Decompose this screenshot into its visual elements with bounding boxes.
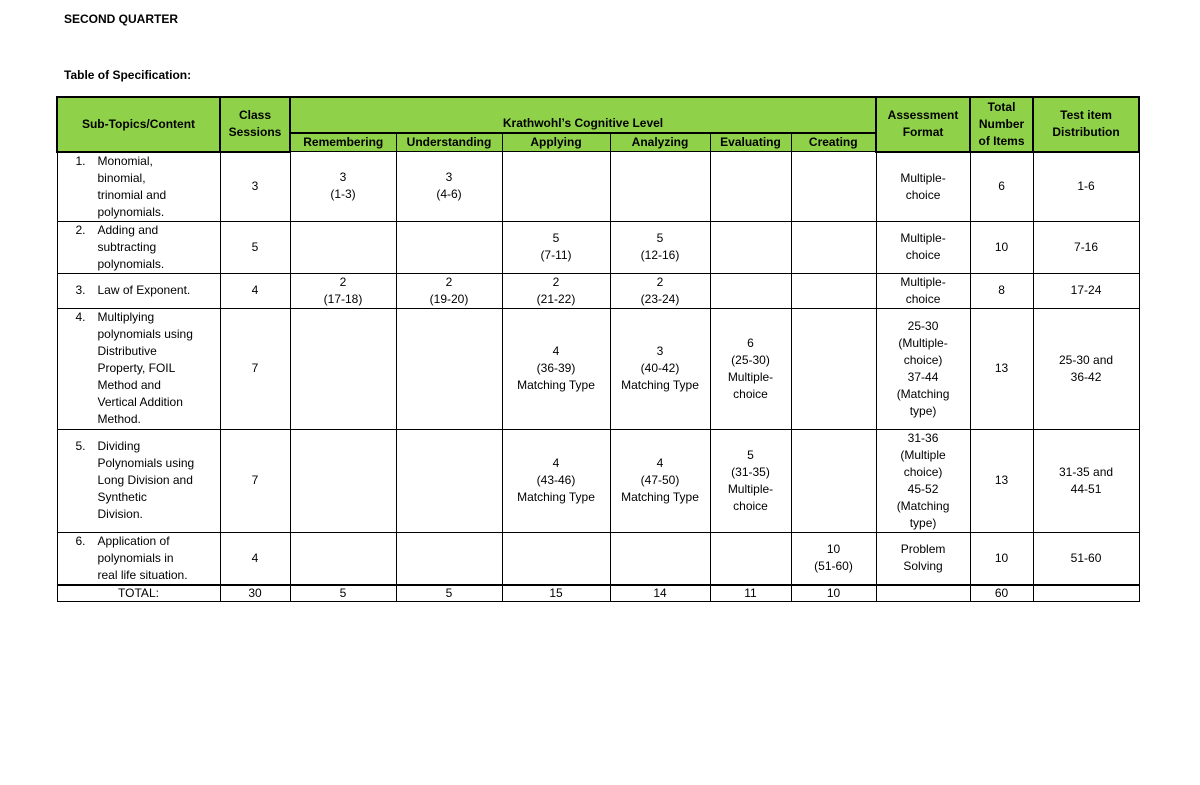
creating-cell xyxy=(791,308,876,429)
format-cell: Problem Solving xyxy=(876,532,970,585)
totals-sessions: 30 xyxy=(220,585,290,602)
topic-number: 3. xyxy=(75,283,86,297)
topic-cell xyxy=(57,532,220,585)
creating-cell: 10 (51-60) xyxy=(791,532,876,585)
applying-cell xyxy=(502,532,610,585)
table-row xyxy=(57,429,1139,532)
totals-label: TOTAL: xyxy=(57,585,220,602)
distribution-cell: 1-6 xyxy=(1033,152,1139,222)
total-cell: 6 xyxy=(970,152,1033,222)
header-sub-topics: Sub-Topics/Content xyxy=(57,97,220,152)
applying-cell xyxy=(502,152,610,222)
distribution-cell: 25-30 and 36-42 xyxy=(1033,308,1139,429)
topic-cell xyxy=(57,221,220,273)
remembering-cell: 3 (1-3) xyxy=(290,152,396,222)
topic-text: Monomial, binomial, trinomial and polynomials. xyxy=(97,153,167,219)
evaluating-cell xyxy=(710,152,791,222)
analyzing-cell xyxy=(610,152,710,222)
topic-number: 4. xyxy=(75,310,86,324)
table-row xyxy=(57,221,1139,273)
analyzing-cell: 3 (40-42) Matching Type xyxy=(610,308,710,429)
applying-cell: 2 (21-22) xyxy=(502,273,610,308)
topic-text: Dividing Polynomials using Long Division and Synthetic Division. xyxy=(97,439,195,521)
totals-remembering: 5 xyxy=(290,585,396,602)
evaluating-cell xyxy=(710,273,791,308)
creating-cell xyxy=(791,273,876,308)
analyzing-cell xyxy=(610,532,710,585)
table-row xyxy=(57,308,1139,429)
totals-row xyxy=(57,585,1139,602)
total-cell: 10 xyxy=(970,221,1033,273)
sessions-cell: 7 xyxy=(220,429,290,532)
header-distribution: Test item Distribution xyxy=(1033,97,1139,152)
topic-number: 5. xyxy=(75,439,86,453)
distribution-cell: 7-16 xyxy=(1033,221,1139,273)
header-class-sessions: Class Sessions xyxy=(220,97,290,152)
analyzing-cell: 2 (23-24) xyxy=(610,273,710,308)
sessions-cell: 4 xyxy=(220,532,290,585)
topic-number: 6. xyxy=(75,533,86,548)
totals-understanding: 5 xyxy=(396,585,502,602)
specification-table xyxy=(56,96,1140,602)
distribution-cell: 51-60 xyxy=(1033,532,1139,585)
totals-format xyxy=(876,585,970,602)
creating-cell xyxy=(791,429,876,532)
header-creating: Creating xyxy=(791,133,876,152)
header-analyzing: Analyzing xyxy=(610,133,710,152)
topic-text: Adding and subtracting polynomials. xyxy=(97,222,165,271)
sessions-cell: 5 xyxy=(220,221,290,273)
sessions-cell: 7 xyxy=(220,308,290,429)
header-applying: Applying xyxy=(502,133,610,152)
sessions-cell: 3 xyxy=(220,152,290,222)
topic-cell xyxy=(57,152,220,222)
understanding-cell xyxy=(396,532,502,585)
analyzing-cell: 4 (47-50) Matching Type xyxy=(610,429,710,532)
table-caption: Table of Specification: xyxy=(64,68,192,82)
applying-cell: 5 (7-11) xyxy=(502,221,610,273)
topic-text: Application of polynomials in real life situation. xyxy=(97,533,188,582)
header-total-items: Total Number of Items xyxy=(970,97,1033,152)
total-cell: 10 xyxy=(970,532,1033,585)
format-cell: 25-30 (Multiple- choice) 37-44 (Matching type) xyxy=(876,308,970,429)
evaluating-cell: 5 (31-35) Multiple- choice xyxy=(710,429,791,532)
analyzing-cell: 5 (12-16) xyxy=(610,221,710,273)
remembering-cell xyxy=(290,532,396,585)
table-row xyxy=(57,152,1139,222)
remembering-cell: 2 (17-18) xyxy=(290,273,396,308)
total-cell: 13 xyxy=(970,308,1033,429)
applying-cell: 4 (43-46) Matching Type xyxy=(502,429,610,532)
totals-creating: 10 xyxy=(791,585,876,602)
creating-cell xyxy=(791,152,876,222)
header-cognitive-level: Krathwohl’s Cognitive Level xyxy=(290,97,876,133)
topic-number: 1. xyxy=(75,153,86,168)
format-cell: Multiple- choice xyxy=(876,152,970,222)
distribution-cell: 31-35 and 44-51 xyxy=(1033,429,1139,532)
understanding-cell: 2 (19-20) xyxy=(396,273,502,308)
topic-cell xyxy=(57,273,220,308)
table-row xyxy=(57,273,1139,308)
understanding-cell xyxy=(396,429,502,532)
distribution-cell: 17-24 xyxy=(1033,273,1139,308)
totals-items: 60 xyxy=(970,585,1033,602)
total-cell: 8 xyxy=(970,273,1033,308)
format-cell: Multiple- choice xyxy=(876,273,970,308)
understanding-cell xyxy=(396,308,502,429)
table-row xyxy=(57,532,1139,585)
header-remembering: Remembering xyxy=(290,133,396,152)
remembering-cell xyxy=(290,308,396,429)
evaluating-cell xyxy=(710,221,791,273)
topic-cell xyxy=(57,429,220,532)
document-heading: SECOND QUARTER xyxy=(64,12,179,26)
applying-cell: 4 (36-39) Matching Type xyxy=(502,308,610,429)
understanding-cell: 3 (4-6) xyxy=(396,152,502,222)
understanding-cell xyxy=(396,221,502,273)
creating-cell xyxy=(791,221,876,273)
remembering-cell xyxy=(290,221,396,273)
topic-text: Multiplying polynomials using Distributive Property, FOIL Method and Vertical Addition Method. xyxy=(97,310,193,426)
header-evaluating: Evaluating xyxy=(710,133,791,152)
totals-distribution xyxy=(1033,585,1139,602)
header-assessment-format: Assessment Format xyxy=(876,97,970,152)
evaluating-cell xyxy=(710,532,791,585)
sessions-cell: 4 xyxy=(220,273,290,308)
topic-number: 2. xyxy=(75,222,86,237)
topic-text: Law of Exponent. xyxy=(97,283,191,297)
format-cell: Multiple- choice xyxy=(876,221,970,273)
topic-cell xyxy=(57,308,220,429)
totals-applying: 15 xyxy=(502,585,610,602)
remembering-cell xyxy=(290,429,396,532)
header-understanding: Understanding xyxy=(396,133,502,152)
format-cell: 31-36 (Multiple choice) 45-52 (Matching type) xyxy=(876,429,970,532)
evaluating-cell: 6 (25-30) Multiple- choice xyxy=(710,308,791,429)
total-cell: 13 xyxy=(970,429,1033,532)
totals-evaluating: 11 xyxy=(710,585,791,602)
totals-analyzing: 14 xyxy=(610,585,710,602)
